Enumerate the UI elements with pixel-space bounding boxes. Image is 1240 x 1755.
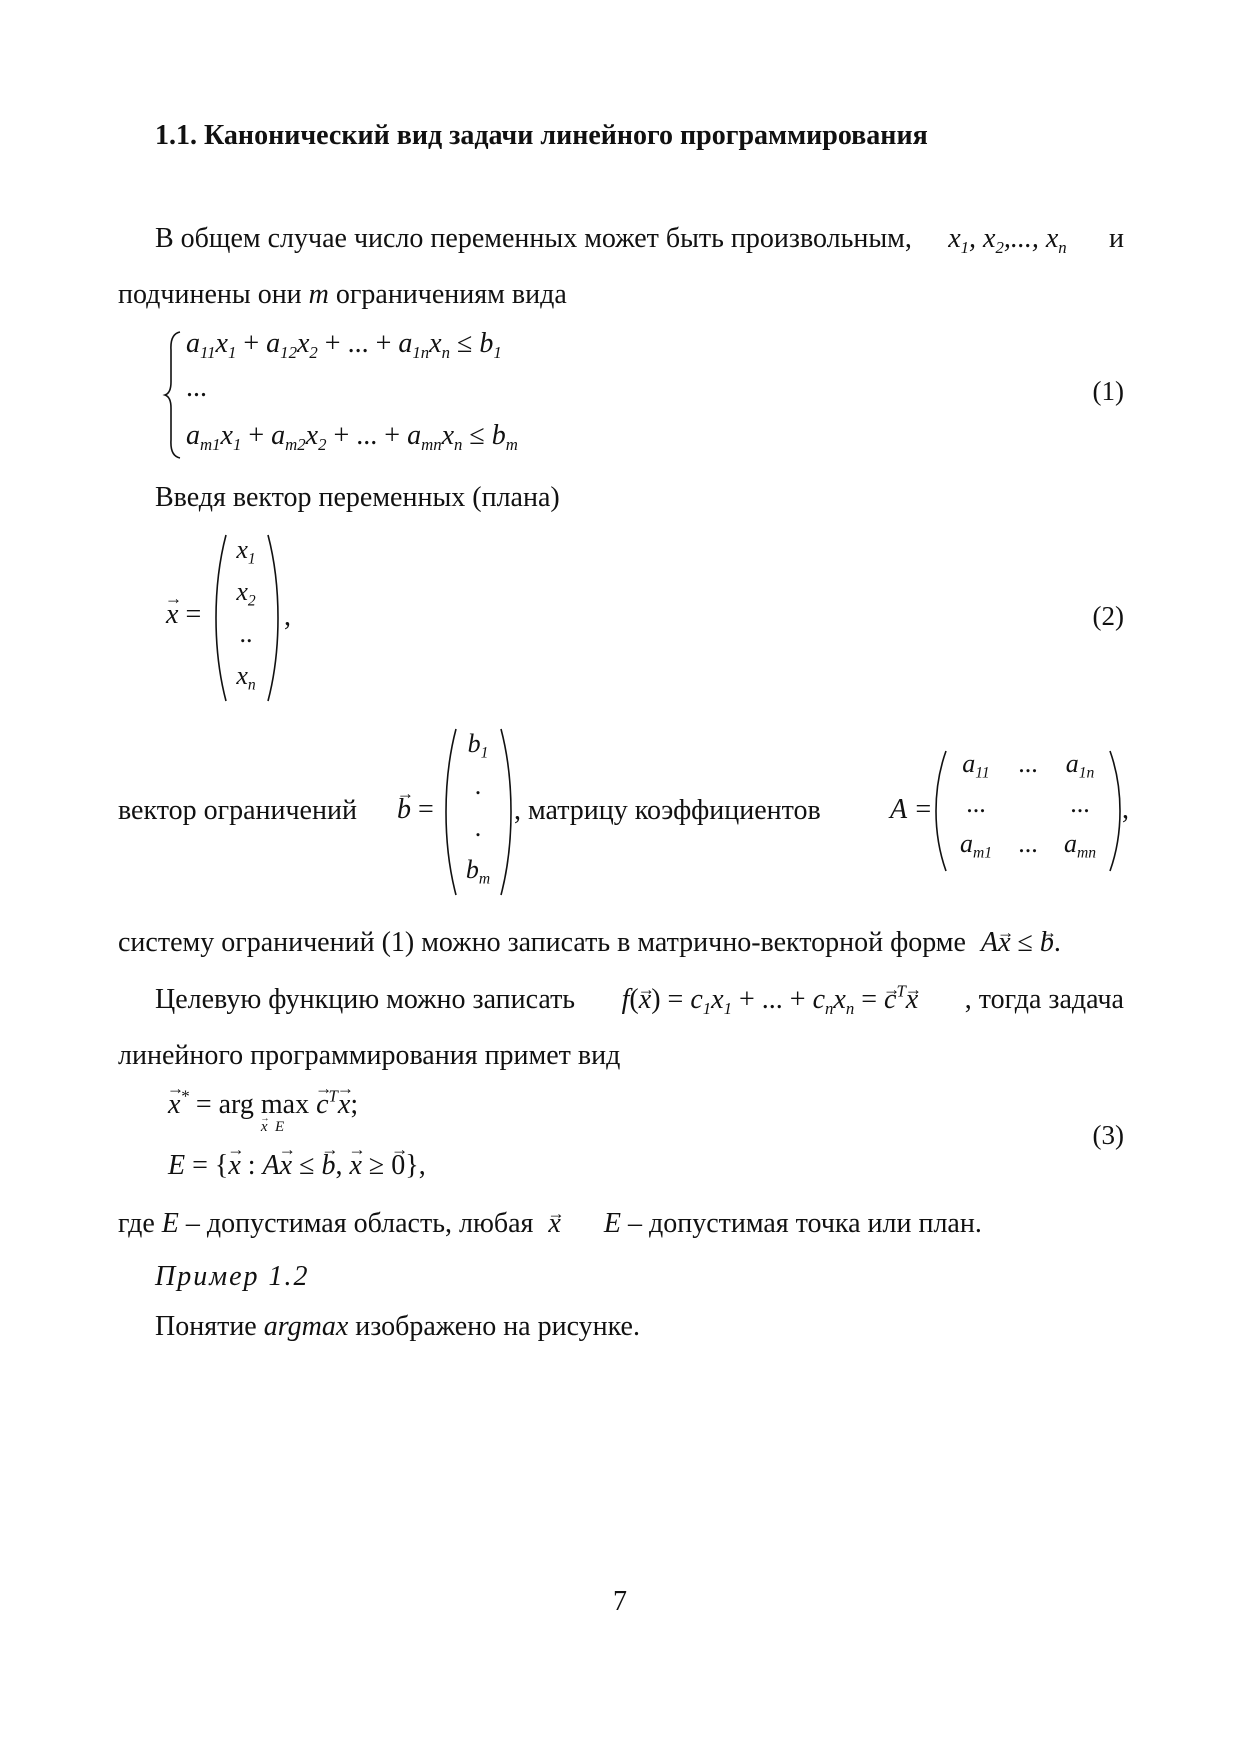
vector-x-comma: , xyxy=(284,601,291,632)
matrix-a-cell: ... xyxy=(1018,829,1038,858)
paragraph-2: Введя вектор переменных (плана) xyxy=(155,482,560,513)
p1-line2-a: подчинены они xyxy=(118,279,302,310)
equation-number-3: (3) xyxy=(1092,1120,1124,1150)
p4-text: систему ограничений (1) можно записать в матрично-векторной форме xyxy=(118,927,966,958)
right-paren xyxy=(1108,749,1122,873)
section-title: 1.1. Канонический вид задачи линейного программирования xyxy=(155,120,928,151)
p7-text-b: изображено на рисунке. xyxy=(355,1311,640,1342)
matrix-a-cell: $a_{mn}$ xyxy=(1063,829,1097,862)
paragraph-5-line-1 xyxy=(155,983,1124,1017)
system1-row-3: $a_{m1}x_1 + a_{m2}x_2$ + ... + $a_{mn}x_n \le b_m$ xyxy=(186,420,518,454)
p6-text-b: – допустимая область, любая xyxy=(185,1208,534,1239)
matrix-vector-inequality: A→ x ≤ → b. xyxy=(981,927,1061,958)
p5-tail: , тогда задача xyxy=(964,984,1124,1015)
equation-number-2: (2) xyxy=(1092,601,1124,631)
label-vector-b: вектор ограничений xyxy=(118,795,357,826)
matrix-a-cell: $a_{11}$ xyxy=(962,749,990,782)
vector-b-entry: . xyxy=(474,771,482,800)
lp-problem-statement xyxy=(168,1086,1124,1189)
right-paren xyxy=(499,727,513,897)
matrix-a-comma: , xyxy=(1122,794,1129,825)
matrix-a-entries xyxy=(948,749,1108,869)
p7-text-a: Понятие xyxy=(155,1311,257,1342)
feasible-set-line: E = {→ x : A→ x ≤ → b, → x ≥ → 0}, xyxy=(168,1150,426,1182)
objective-function: $f(\to x) = c_1x_1$ + ... + $c_nx_n$ = → $c^T\to x$ xyxy=(622,983,919,1017)
vector-b-entries xyxy=(458,729,498,897)
vector-x-entries xyxy=(228,535,264,703)
p1-m: m xyxy=(308,279,329,310)
b-vector-symbol: → b xyxy=(397,794,411,826)
paragraph-6 xyxy=(118,1207,982,1241)
matrix-a-cell: ... xyxy=(1018,749,1038,778)
matrix-a-row xyxy=(948,829,1108,869)
argmax-line: → x* = arg max → x E → $c^T\to x$; xyxy=(168,1089,358,1121)
argmax-subscript: → x E xyxy=(261,1119,284,1136)
system1-row-2: ... xyxy=(186,372,207,403)
matrix-a-cell xyxy=(1004,789,1052,829)
p5-text: Целевую функцию можно записать xyxy=(155,984,576,1015)
matrix-a-row xyxy=(948,749,1108,789)
matrix-a-cell: ... xyxy=(966,789,986,818)
left-paren xyxy=(934,749,948,873)
vector-b-entry: $b_1$ xyxy=(467,729,489,762)
left-paren xyxy=(214,533,228,703)
constraint-system-1 xyxy=(164,328,1124,463)
p6-text-c: – допустимая точка или план. xyxy=(627,1208,982,1239)
matrix-a-cell: $a_{1n}$ xyxy=(1065,749,1095,782)
right-paren xyxy=(266,533,280,703)
system1-row-1: $a_{11}x_1 + a_{12}x_2$ + ... + $a_{1n}x_n \le b_1$ xyxy=(186,328,502,362)
example-title: Пример 1.2 xyxy=(155,1261,310,1292)
p1-text: В общем случае число переменных может быть произвольным, xyxy=(155,223,912,254)
p6-x-vector: → x xyxy=(548,1207,560,1241)
p7-argmax: argmax xyxy=(263,1311,349,1342)
paragraph-4 xyxy=(118,926,1061,960)
x-vector-symbol: → x xyxy=(166,599,178,631)
matrix-a-lhs: A = xyxy=(890,794,933,825)
vector-x-entry: .. xyxy=(239,619,253,648)
p6-e: E xyxy=(161,1208,179,1239)
p6-text-a: где xyxy=(118,1208,155,1239)
paragraph-1-line-2 xyxy=(118,278,567,312)
paragraph-5-line-2: линейного программирования примет вид xyxy=(118,1040,621,1071)
vector-x-entry: $x_n$ xyxy=(236,661,256,694)
p1-line2-b: ограничениям вида xyxy=(335,279,567,310)
p1-conjunction: и xyxy=(1109,223,1124,254)
label-matrix-a: , матрицу коэффициентов xyxy=(514,795,821,826)
paragraph-1-line-1 xyxy=(155,222,1124,256)
equation-number-1: (1) xyxy=(1092,376,1124,406)
variables-list: $x_1$, $x_2$,..., $x_n$ xyxy=(948,223,1067,257)
vector-b-entry: . xyxy=(474,813,482,842)
vector-x-entry: $x_2$ xyxy=(236,577,256,610)
vector-b-entry: $b_m$ xyxy=(465,855,491,888)
left-brace xyxy=(164,330,182,460)
p6-e2: E xyxy=(603,1208,621,1239)
matrix-a-cell: $a_{m1}$ xyxy=(959,829,993,862)
vector-b-matrix-a xyxy=(118,727,1128,899)
left-paren xyxy=(444,727,458,897)
vector-x-entry: $x_1$ xyxy=(236,535,256,568)
page-number: 7 xyxy=(613,1586,627,1617)
matrix-a-row xyxy=(948,789,1108,829)
vector-x-lhs: → x = xyxy=(166,599,201,631)
paragraph-7 xyxy=(155,1310,640,1344)
vector-x-definition xyxy=(166,533,1124,705)
matrix-a-cell: ... xyxy=(1070,789,1090,818)
vector-b-lhs: → b = xyxy=(397,794,434,826)
